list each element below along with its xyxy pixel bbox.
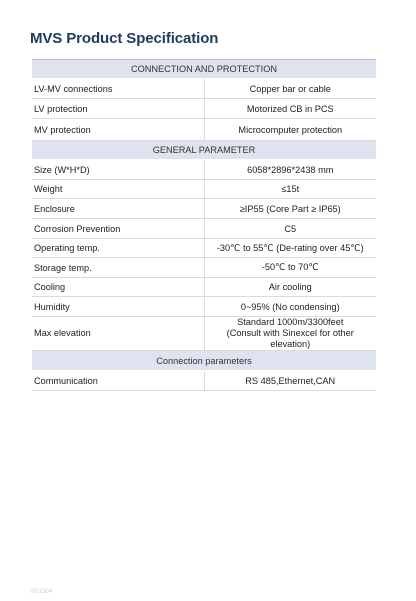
value-line: Standard 1000m/3300feet xyxy=(237,317,344,327)
page-title: MVS Product Specification xyxy=(30,30,219,47)
row-value: C5 xyxy=(204,219,376,239)
table-row xyxy=(32,160,376,180)
table-row xyxy=(32,278,376,297)
section-header-connection xyxy=(32,60,376,79)
version-code: V0.2304 xyxy=(30,589,53,595)
table-row xyxy=(32,297,376,317)
row-value: ≥IP55 (Core Part ≥ IP65) xyxy=(204,199,376,219)
table-row xyxy=(32,371,376,391)
table-row xyxy=(32,258,376,278)
row-label: Communication xyxy=(32,371,204,391)
section-title: CONNECTION AND PROTECTION xyxy=(32,60,376,79)
row-value: -50℃ to 70℃ xyxy=(204,258,376,278)
row-label: Enclosure xyxy=(32,199,204,219)
section-header-general xyxy=(32,141,376,160)
spec-table xyxy=(32,59,376,391)
row-label: LV-MV connections xyxy=(32,79,204,99)
row-value: 6058*2896*2438 mm xyxy=(204,160,376,180)
table-row xyxy=(32,119,376,141)
table-row xyxy=(32,199,376,219)
table-row xyxy=(32,180,376,199)
row-label: LV protection xyxy=(32,99,204,119)
row-label: Corrosion Prevention xyxy=(32,219,204,239)
table-row xyxy=(32,317,376,351)
row-label: Cooling xyxy=(32,278,204,297)
table-row xyxy=(32,99,376,119)
table-row xyxy=(32,239,376,258)
row-label: Weight xyxy=(32,180,204,199)
value-line: (Consult with Sinexcel for other elevation) xyxy=(226,328,354,349)
row-value: Air cooling xyxy=(204,278,376,297)
row-value: -30℃ to 55℃ (De-rating over 45℃) xyxy=(204,239,376,258)
row-value: RS 485,Ethernet,CAN xyxy=(204,371,376,391)
row-label: Size (W*H*D) xyxy=(32,160,204,180)
row-label: Max elevation xyxy=(32,317,204,351)
section-title: Connection parameters xyxy=(32,351,376,371)
row-value: Motorized CB in PCS xyxy=(204,99,376,119)
table-row xyxy=(32,219,376,239)
row-label: Operating temp. xyxy=(32,239,204,258)
row-label: Storage temp. xyxy=(32,258,204,278)
table-row xyxy=(32,79,376,99)
row-value: 0~95% (No condensing) xyxy=(204,297,376,317)
row-label: Humidity xyxy=(32,297,204,317)
row-label: MV protection xyxy=(32,119,204,141)
row-value xyxy=(204,317,376,351)
row-value: Microcomputer protection xyxy=(204,119,376,141)
row-value: Copper bar or cable xyxy=(204,79,376,99)
row-value: ≤15t xyxy=(204,180,376,199)
section-title: GENERAL PARAMETER xyxy=(32,141,376,160)
section-header-comm xyxy=(32,351,376,371)
